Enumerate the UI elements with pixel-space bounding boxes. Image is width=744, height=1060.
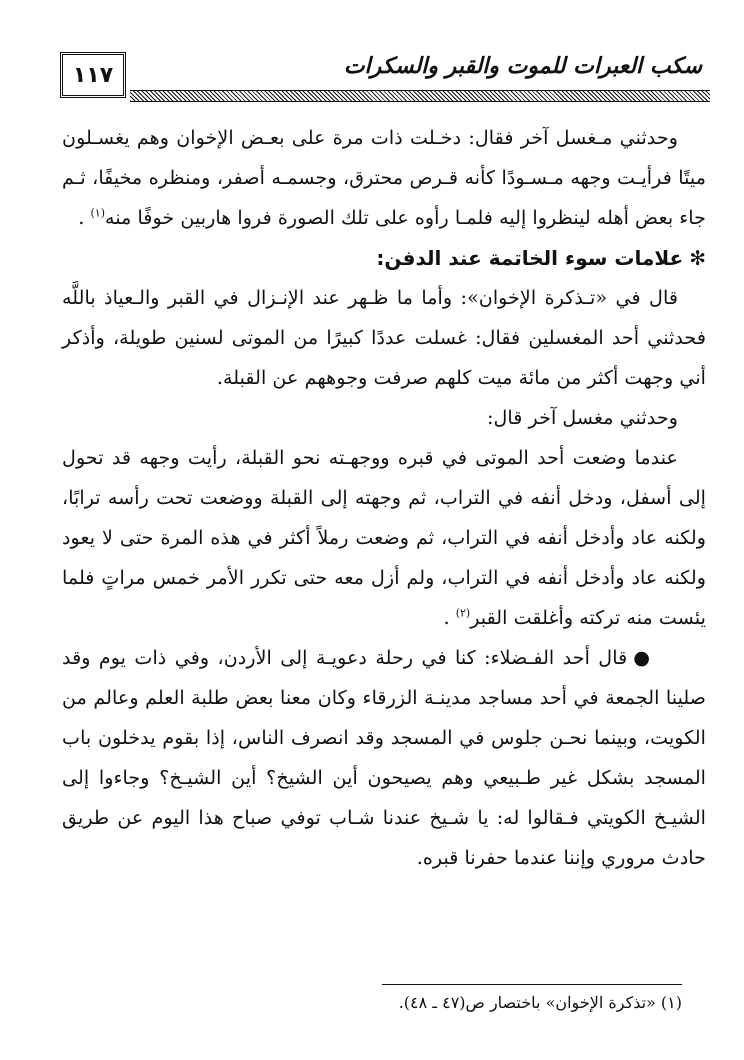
- paragraph-text: قال أحد الفـضلاء: كنا في رحلة دعويـة إلى الأردن، وفي ذات يوم وقد صلينا الجمعة في أحد مساجد مدينـة الزرقاء وكان معنا بعض طلبة العلم وعالم من الكويت، وبينما نحـن جلوس في المسجد وقد انصرف الناس، إذا بقوم يدخلون باب المسجد بشكل غير طـبيعي وهم يصيحون أين الشيخ؟ أين الشيـخ؟ وجاءوا إلى الشيـخ الكويتي فـقالوا له: يا شـيخ عندنا شـاب توفي صباح هذا اليوم عن طريق حادث مروري وإننا عندما حفرنا قبره.: [62, 646, 706, 869]
- footnote-ref: (٢): [455, 606, 471, 620]
- paragraph-text: وحدثني مـغسل آخر فقال: دخـلت ذات مرة على بعـض الإخوان وهم يغسـلون ميتًا فرأيـت وجهه مـسـودًا كأنه قـرص محترق، وجسمـه أصفر، ومنظره مخيفًا، ثـم جاء بعض أهله لينظروا إليه فلمـا رأوه على تلك الصورة فروا هاربين خوفًا منه: [62, 126, 706, 229]
- footnote: (١) «تذكرة الإخوان» باختصار ص(٤٧ ـ ٤٨).: [398, 993, 682, 1012]
- page-body: [62, 118, 706, 878]
- paragraph: وحدثني مغسل آخر قال:: [486, 406, 678, 429]
- paragraph: [62, 438, 706, 638]
- page-header: [60, 52, 710, 102]
- paragraph-text: عندما وضعت أحد الموتى في قبره ووجهـته نحو القبلة، رأيت وجهه قد تحول إلى أسفل، ودخل أنفه في التراب، ثم وجهته إلى القبلة ووضعت تحت رأسه ترابًا، ولكنه عاد وأدخل أنفه في التراب، ثم وضعت رملاً أكثر في هذه المرة حتى لا يعود ولكنه عاد وأدخل أنفه في التراب، ولم أزل معه حتى تكرر الأمر خمس مراتٍ فلما يئست منه تركته وأغلقت القبر: [62, 446, 706, 629]
- paragraph: [62, 118, 706, 238]
- header-rule: [130, 90, 710, 102]
- footnote-divider: [382, 984, 682, 985]
- footnotes: [38, 992, 682, 1014]
- paragraph-end: .: [78, 206, 91, 229]
- footnote-ref: (١): [90, 206, 105, 220]
- paragraph: قال في «تـذكرة الإخوان»: وأما ما ظـهر عند الإنـزال في القبر والـعياذ باللَّه فحدثني أحد المغسلين فقال: غسلت عددًا كبيرًا من الموتى لسنين طويلة، وأذكر أني وجهت أكثر من مائة ميت كلهم صرفت وجوههم عن القبلة.: [62, 286, 706, 389]
- page-number: ١١٧: [60, 52, 126, 98]
- section-heading-text: علامات سوء الخاتمة عند الدفن:: [376, 246, 684, 270]
- running-title: سكب العبرات للموت والقبر والسكرات: [343, 54, 702, 79]
- bullet-icon: ●: [633, 646, 650, 669]
- section-heading: [62, 238, 706, 278]
- star-icon: ✻: [689, 246, 706, 270]
- paragraph-end: .: [443, 606, 456, 629]
- paragraph: [62, 638, 706, 878]
